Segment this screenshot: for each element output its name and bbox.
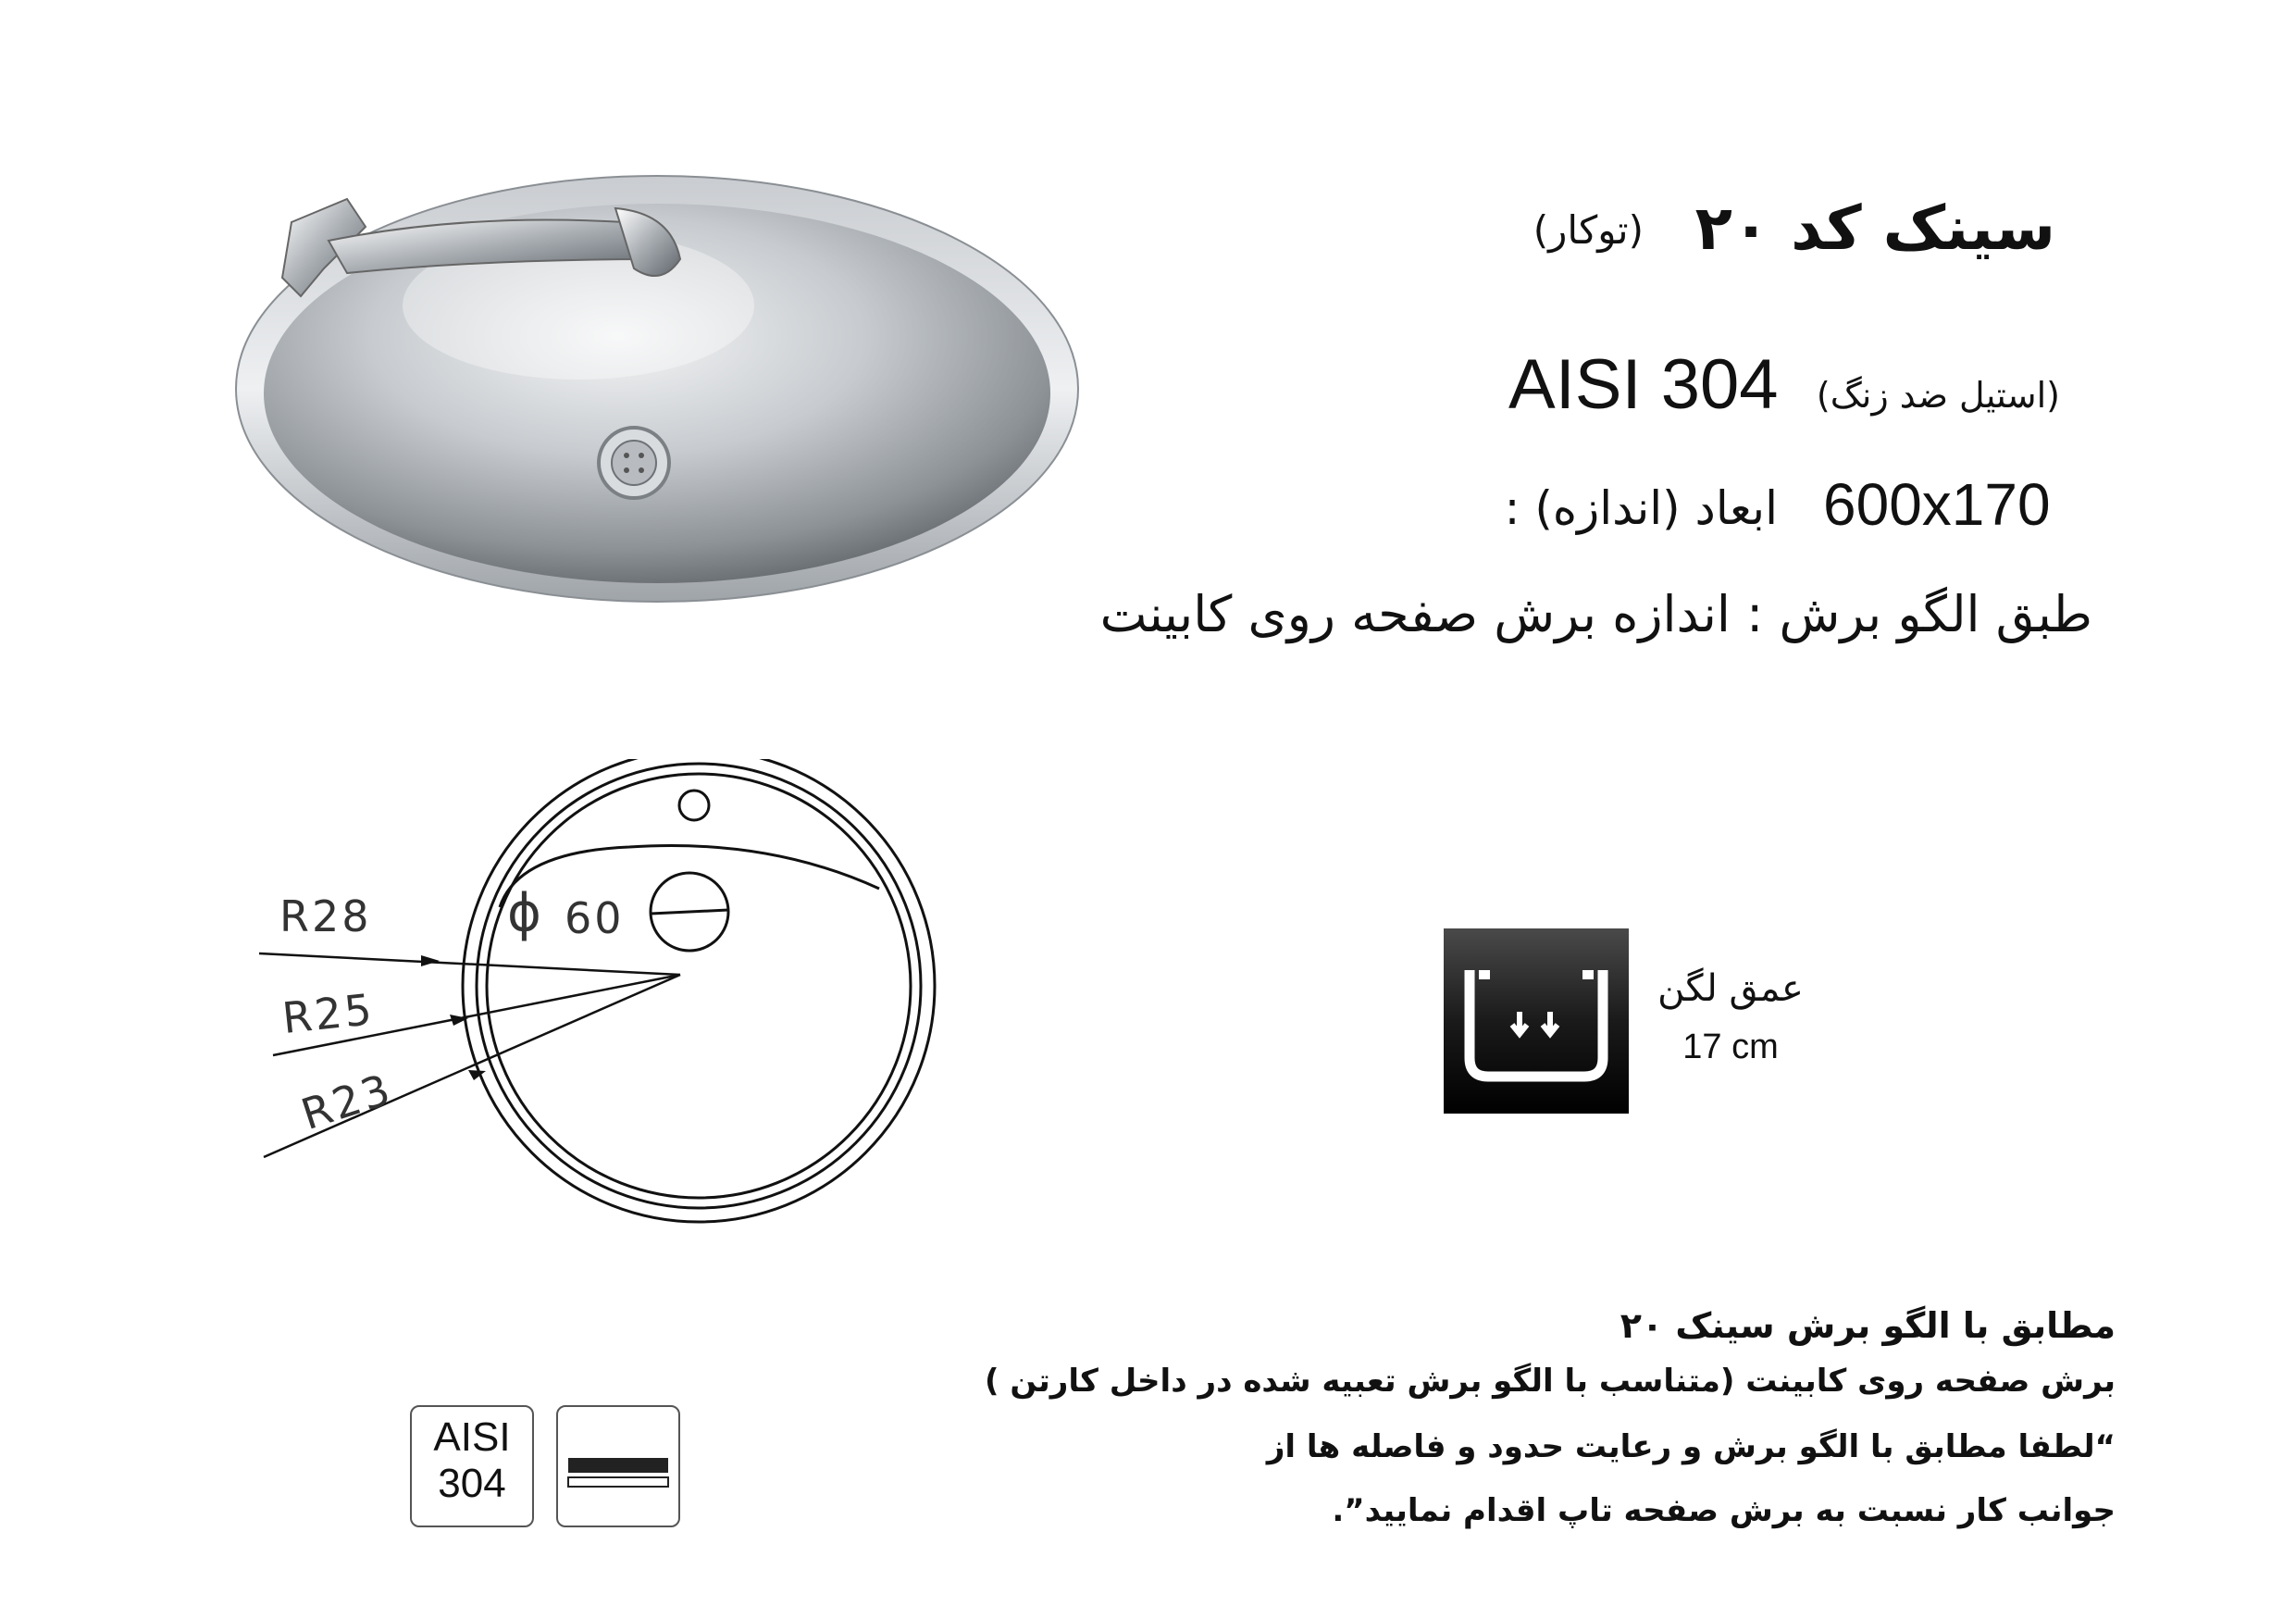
dimensions-label: ابعاد (اندازه) : xyxy=(1504,481,1778,535)
note-line-1: برش صفحه روی کابینت (متناسب با الگو برش تعبیه شده در داخل کارتن ) xyxy=(985,1363,2116,1400)
note-line-3: جوانب کار نسبت به برش صفحه تاپ اقدام نمایید”. xyxy=(1332,1492,2116,1529)
dimensions-value: 600x170 xyxy=(1823,471,2051,538)
basin-depth-icon xyxy=(1444,928,1629,1114)
depth-value: 17 cm xyxy=(1682,1027,1779,1066)
label-r25: R25 xyxy=(279,983,378,1044)
label-phi: ϕ xyxy=(507,883,541,943)
depth-label: عمق لگن xyxy=(1657,967,1804,1010)
label-r23: R23 xyxy=(295,1063,399,1140)
label-r28: R28 xyxy=(279,891,372,941)
mount-type: (توکار) xyxy=(1533,207,1644,253)
aisi-badge-line2: 304 xyxy=(438,1461,506,1506)
material-description: (استیل ضد زنگ) xyxy=(1816,375,2060,416)
note-line-2: “لطفا مطابق با الگو برش و رعایت حدود و فاصله ها از xyxy=(1266,1428,2116,1465)
finish-badge xyxy=(556,1405,680,1527)
product-title: سینک کد ۲۰ xyxy=(1694,193,2055,264)
cut-pattern-line: طبق الگو برش : اندازه برش صفحه روی کابینت xyxy=(1099,585,2092,643)
brushed-finish-icon xyxy=(558,1407,678,1526)
label-diameter: 60 xyxy=(565,893,625,943)
aisi-badge-line1: AISI xyxy=(433,1414,511,1460)
aisi-badge xyxy=(410,1405,534,1527)
note-title: مطابق با الگو برش سینک ۲۰ xyxy=(1620,1305,2116,1346)
material-code: AISI 304 xyxy=(1508,345,1779,424)
